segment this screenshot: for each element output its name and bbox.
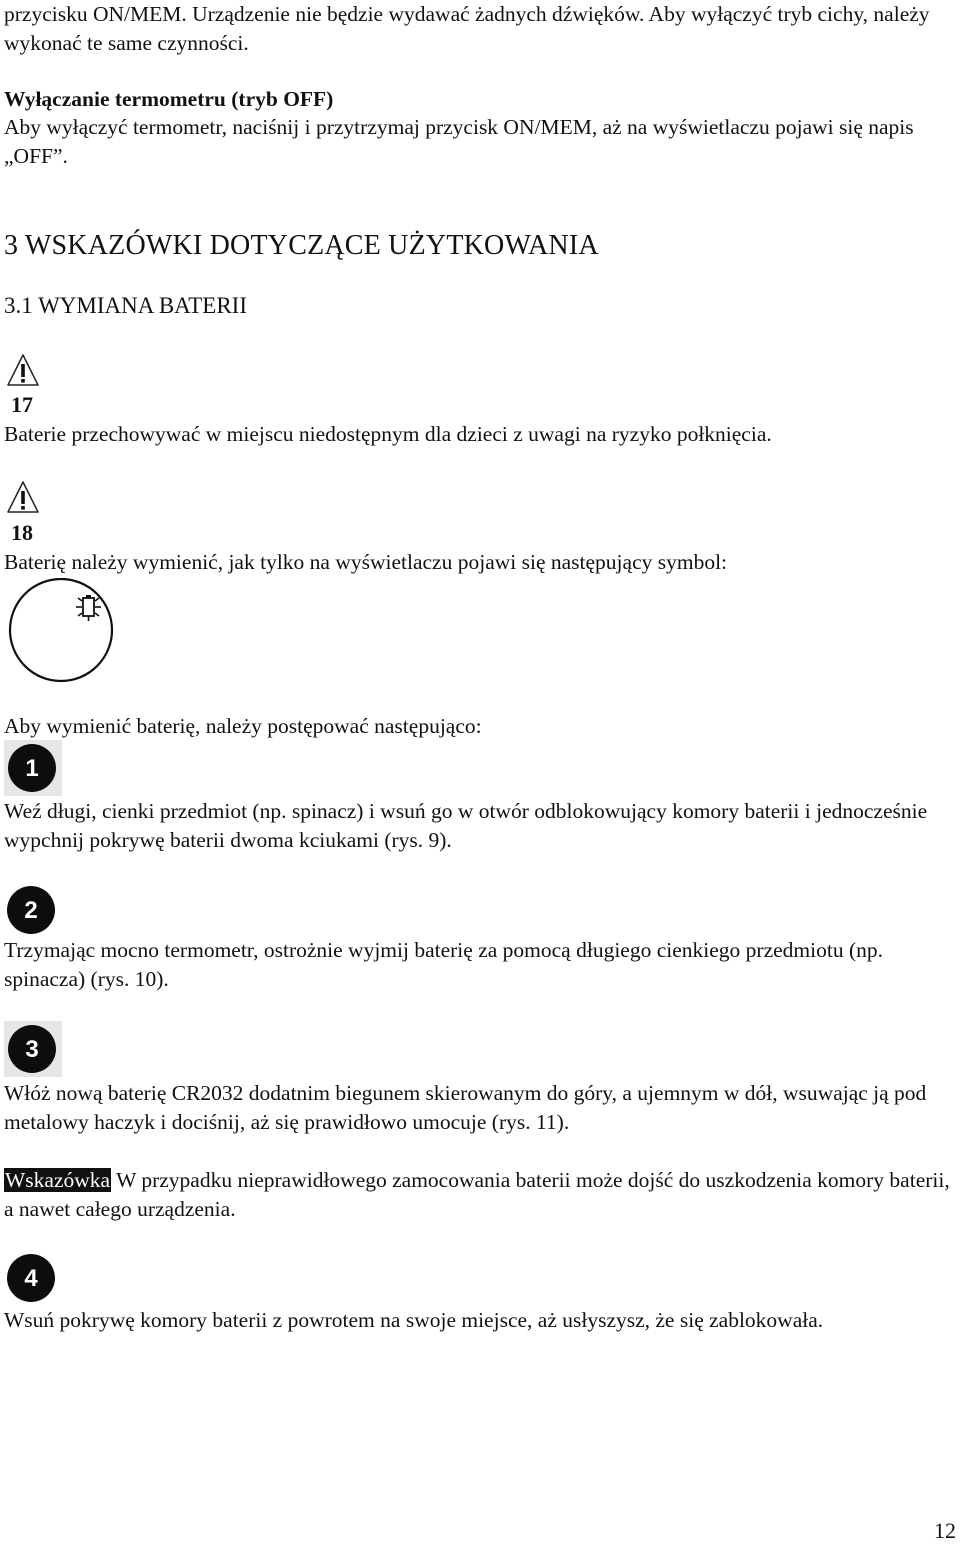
warning-triangle-icon [6, 480, 40, 514]
hint-paragraph [4, 1166, 956, 1224]
step-text: Trzymając mocno termometr, ostrożnie wyjmij baterię za pomocą długiego cienkiego przedmiotu (np. spinacza) (rys. 10). [4, 938, 883, 991]
step-badge-number: 4 [24, 1265, 38, 1292]
step-text: Weź długi, cienki przedmiot (np. spinacz) i wsuń go w otwór odblokowujący komory baterii i jednocześnie wypchnij pokrywę baterii dwoma kciukami (rys. 9). [4, 799, 928, 852]
step-badge-icon [4, 740, 62, 796]
warning-text: Baterię należy wymienić, jak tylko na wyświetlaczu pojawi się następujący symbol: [4, 550, 728, 574]
step-text: Wsuń pokrywę komory baterii z powrotem na swoje miejsce, aż usłyszysz, że się zablokowała. [4, 1308, 824, 1332]
step-badge-number: 3 [25, 1036, 39, 1063]
steps-intro: Aby wymienić baterię, należy postępować następująco: [4, 714, 482, 738]
warning-triangle-icon [6, 353, 40, 387]
hint-text: W przypadku nieprawidłowego zamocowania baterii może dojść do uszkodzenia komory baterii, a nawet całego urządzenia. [4, 1168, 950, 1221]
intro-continuation: przycisku ON/MEM. Urządzenie nie będzie wydawać żadnych dźwięków. Aby wyłączyć tryb cichy, należy wykonać te same czynności. [4, 2, 930, 55]
step-badge-number: 1 [25, 755, 39, 782]
subsection-title: 3.1 WYMIANA BATERII [4, 293, 247, 318]
warning-text: Baterie przechowywać w miejscu niedostępnym dla dzieci z uwagi na ryzyko połknięcia. [4, 422, 772, 446]
low-battery-display-icon [6, 578, 116, 684]
section-title: 3 WSKAZÓWKI DOTYCZĄCE UŻYTKOWANIA [4, 230, 599, 261]
step-badge-icon [4, 1021, 62, 1077]
step-badge-icon [4, 1252, 58, 1304]
step-badge-number: 2 [24, 897, 38, 924]
warning-number: 17 [11, 392, 33, 417]
hint-label: Wskazówka [5, 1168, 111, 1192]
warning-number: 18 [11, 520, 33, 545]
page-number: 12 [934, 1518, 956, 1543]
step-badge-icon [4, 884, 58, 936]
off-mode-text: Aby wyłączyć termometr, naciśnij i przytrzymaj przycisk ON/MEM, aż na wyświetlaczu pojawi się napis „OFF”. [4, 115, 914, 168]
off-mode-title: Wyłączanie termometru (tryb OFF) [4, 87, 334, 111]
step-text: Włóż nową baterię CR2032 dodatnim biegunem skierowanym do góry, a ujemnym w dół, wsuwając ją pod metalowy haczyk i dociśnij, aż się prawidłowo umocuje (rys. 11). [4, 1081, 927, 1134]
